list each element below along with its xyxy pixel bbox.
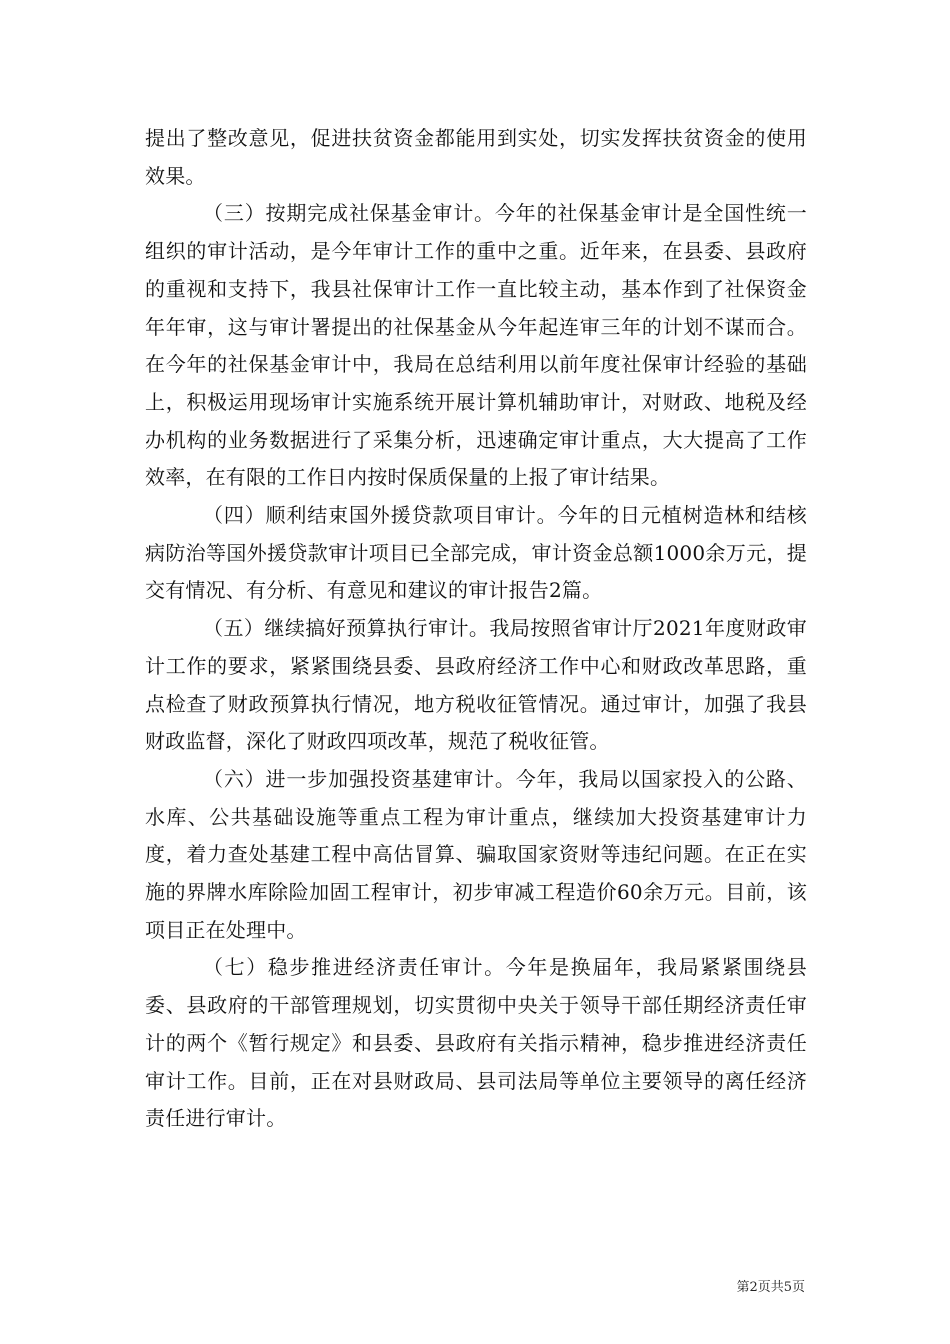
paragraph-budget-execution-audit: （五）继续搞好预算执行审计。我局按照省审计厅2021年度财政审计工作的要求，紧紧围绕县委、县政府经济工作中心和财政改革思路，重点检查了财政预算执行情况，地方税收征管情况。通过审计，加强了我县财政监督，深化了财政四项改革，规范了税收征管。 bbox=[145, 616, 807, 754]
paragraph-social-security-audit: （三）按期完成社保基金审计。今年的社保基金审计是全国性统一组织的审计活动，是今年审计工作的重中之重。近年来，在县委、县政府的重视和支持下，我县社保审计工作一直比较主动，基本作到了社保资金年年审，这与审计署提出的社保基金从今年起连审三年的计划不谋而合。在今年的社保基金审计中，我局在总结利用以前年度社保审计经验的基础上，积极运用现场审计实施系统开展计算机辅助审计，对财政、地税及经办机构的业务数据进行了采集分析，迅速确定审计重点，大大提高了工作效率，在有限的工作日内按时保质保量的上报了审计结果。 bbox=[145, 201, 807, 490]
paragraph-infrastructure-audit: （六）进一步加强投资基建审计。今年，我局以国家投入的公路、水库、公共基础设施等重点工程为审计重点，继续加大投资基建审计力度，着力查处基建工程中高估冒算、骗取国家资财等违纪问题。在正在实施的界牌水库除险加固工程审计，初步审减工程造价60余万元。目前，该项目正在处理中。 bbox=[145, 766, 807, 942]
document-body bbox=[145, 120, 807, 1138]
paragraph-foreign-loan-audit: （四）顺利结束国外援贷款项目审计。今年的日元植树造林和结核病防治等国外援贷款审计项目已全部完成，审计资金总额1000余万元，提交有情况、有分析、有意见和建议的审计报告2篇。 bbox=[145, 503, 807, 603]
page-number: 第2页共5页 bbox=[736, 1280, 805, 1295]
paragraph-economic-responsibility-audit: （七）稳步推进经济责任审计。今年是换届年，我局紧紧围绕县委、县政府的干部管理规划，切实贯彻中央关于领导干部任期经济责任审计的两个《暂行规定》和县委、县政府有关指示精神，稳步推进经济责任审计工作。目前，正在对县财政局、县司法局等单位主要领导的离任经济责任进行审计。 bbox=[145, 955, 807, 1131]
paragraph-continuation: 提出了整改意见，促进扶贫资金都能用到实处，切实发挥扶贫资金的使用效果。 bbox=[145, 126, 807, 188]
